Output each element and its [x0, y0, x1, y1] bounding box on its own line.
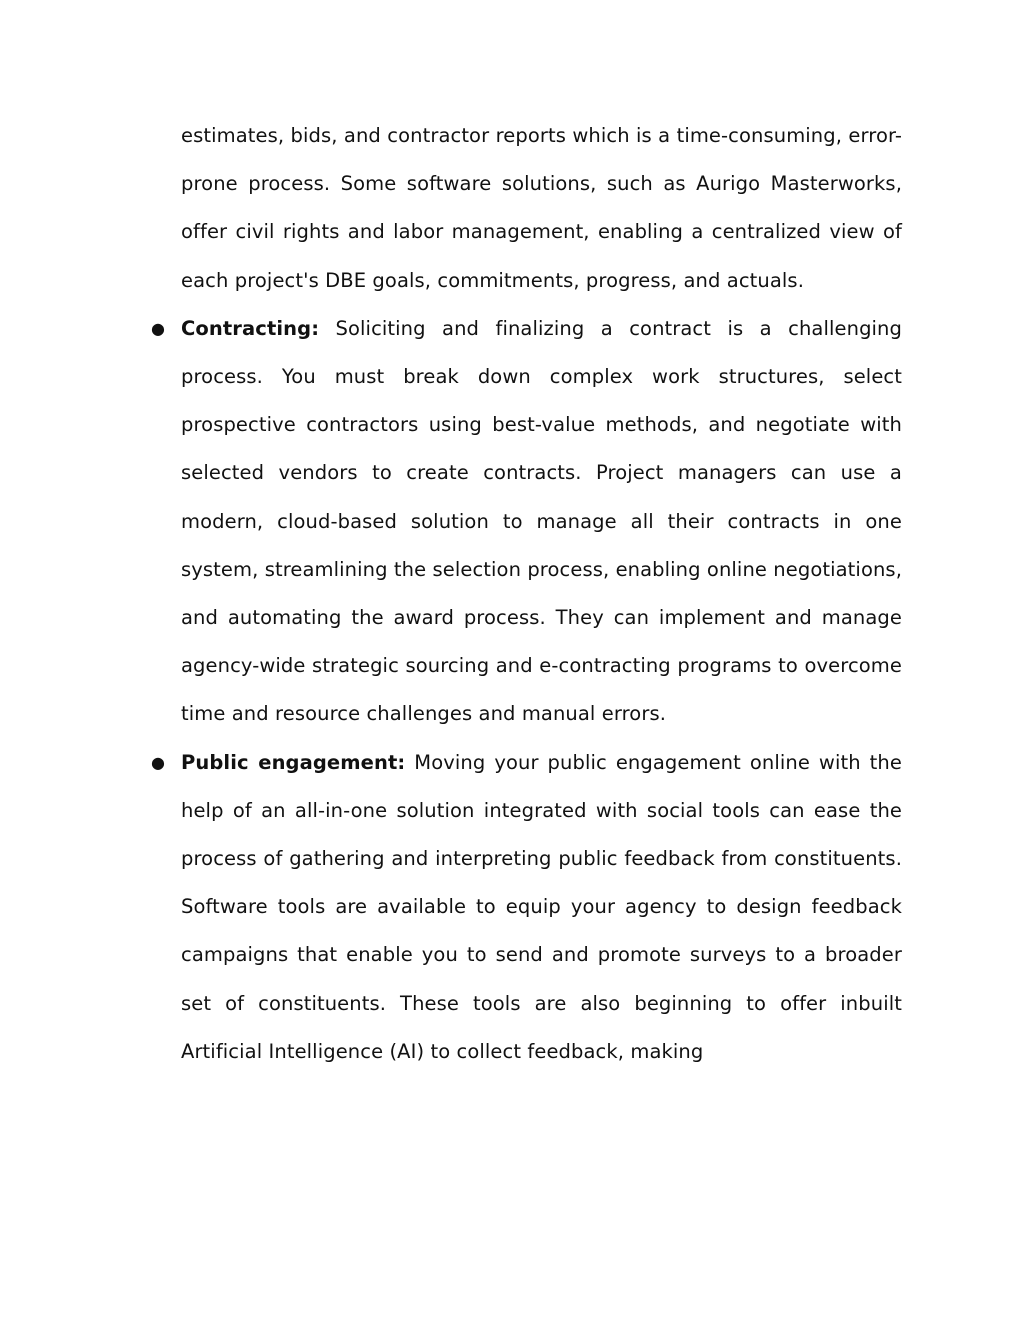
bullet-item-public-engagement — [151, 739, 902, 1076]
bullet-term: Public engagement: — [181, 750, 406, 774]
document-body — [151, 112, 902, 1076]
bullet-term: Contracting: — [181, 316, 320, 340]
bullet-item-contracting — [151, 305, 902, 739]
bullet-icon: ● — [151, 318, 166, 338]
bullet-icon: ● — [151, 752, 166, 772]
bullet-text: Soliciting and finalizing a contract is a challenging process. You must break down complex work structures, select prospective contractors using best-value methods, and negotiate with selected vendors to create contracts. Project managers can use a modern, cloud-based solution to manage all their contracts in one system, streamlining the selection process, enabling online negotiations, and automating the award process. They can implement and manage agency-wide strategic sourcing and e-contracting programs to overcome time and resource challenges and manual errors. — [181, 316, 902, 726]
continuation-paragraph: estimates, bids, and contractor reports which is a time-consuming, error-prone process. Some software solutions, such as Aurigo Masterworks, offer civil rights and labor management, enabling a centralized view of each project's DBE goals, commitments, progress, and actuals. — [181, 124, 902, 292]
bullet-text: Moving your public engagement online with the help of an all-in-one solution integrated with social tools can ease the process of gathering and interpreting public feedback from constituents. Software tools are available to equip your agency to design feedback campaigns that enable you to send and promote surveys to a broader set of constituents. These tools are also beginning to offer inbuilt Artificial Intelligence (AI) to collect feedback, making — [181, 750, 902, 1063]
